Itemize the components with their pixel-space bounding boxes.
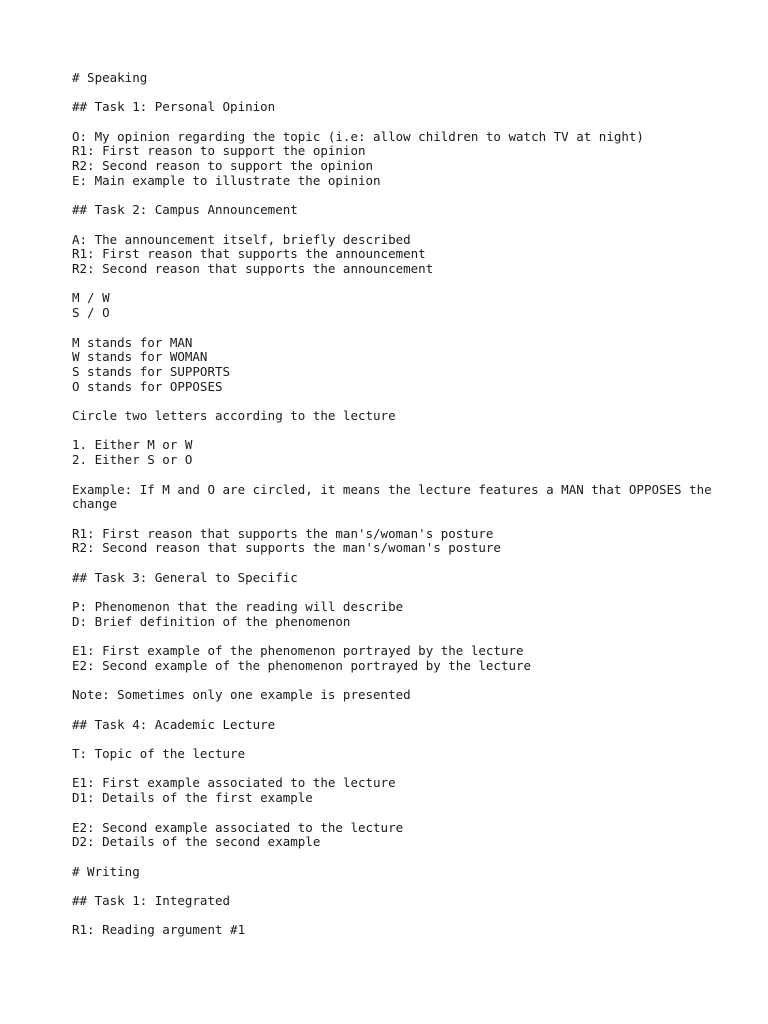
block [72,291,752,320]
block-gap [72,394,752,409]
text-line: O stands for OPPOSES [72,378,223,394]
block-gap [72,703,752,718]
text-line: M / W [72,290,110,306]
heading-task1-integrated: ## Task 1: Integrated [72,893,231,909]
block [72,865,752,880]
block-gap [72,468,752,483]
block-gap [72,424,752,439]
block [72,894,752,909]
block [72,776,752,805]
block-gap [72,86,752,101]
text-line: E1: First example associated to the lecture [72,775,396,791]
block-gap [72,585,752,600]
text-line: 1. Either M or W [72,437,193,453]
block [72,527,752,556]
block-gap [72,909,752,924]
block-gap [72,218,752,233]
block-gap [72,850,752,865]
text-line: D2: Details of the second example [72,834,321,850]
block [72,409,752,424]
block [72,100,752,115]
block [72,336,752,395]
text-line: E: Main example to illustrate the opinion [72,172,381,188]
text-line: R2: Second reason that supports the man's/woman's posture [72,540,501,556]
heading-task2-campus-announcement: ## Task 2: Campus Announcement [72,202,298,218]
block [72,688,752,703]
block-gap [72,512,752,527]
block [72,718,752,733]
text-line: E2: Second example associated to the lecture [72,819,404,835]
block [72,747,752,762]
text-line: D1: Details of the first example [72,790,313,806]
text-line: Example: If M and O are circled, it means the lecture features a MAN that OPPOSES the change [72,481,720,512]
text-line: T: Topic of the lecture [72,746,246,762]
heading-task4-academic-lecture: ## Task 4: Academic Lecture [72,716,276,732]
heading-writing: # Writing [72,863,140,879]
text-line: Circle two letters according to the lecture [72,408,396,424]
text-line: R2: Second reason that supports the announcement [72,261,434,277]
text-line: R1: Reading argument #1 [72,922,246,938]
text-line: E2: Second example of the phenomenon portrayed by the lecture [72,657,532,673]
text-line: E1: First example of the phenomenon portrayed by the lecture [72,643,524,659]
text-line: S stands for SUPPORTS [72,363,231,379]
block [72,71,752,86]
block-gap [72,189,752,204]
text-line: W stands for WOMAN [72,349,208,365]
block [72,438,752,467]
block-gap [72,321,752,336]
block-gap [72,762,752,777]
heading-task3-general-to-specific: ## Task 3: General to Specific [72,569,298,585]
text-line: R1: First reason to support the opinion [72,143,366,159]
block-gap [72,277,752,292]
block [72,821,752,850]
block [72,644,752,673]
text-line: R1: First reason that supports the announcement [72,246,426,262]
heading-speaking: # Speaking [72,70,148,85]
text-line: R2: Second reason to support the opinion [72,158,374,174]
block [72,130,752,189]
block-gap [72,806,752,821]
block [72,483,752,512]
block [72,923,752,938]
text-line: 2. Either S or O [72,452,193,468]
block-gap [72,732,752,747]
block-gap [72,630,752,645]
block [72,203,752,218]
block [72,600,752,629]
heading-task1-personal-opinion: ## Task 1: Personal Opinion [72,99,276,115]
text-line: R1: First reason that supports the man's/woman's posture [72,525,494,541]
text-line: M stands for MAN [72,334,193,350]
document-page [72,71,752,938]
block-gap [72,556,752,571]
block [72,571,752,586]
text-line: D: Brief definition of the phenomenon [72,613,351,629]
text-line: O: My opinion regarding the topic (i.e: allow children to watch TV at night) [72,128,644,144]
block-gap [72,674,752,689]
block [72,233,752,277]
block-gap [72,879,752,894]
text-line: P: Phenomenon that the reading will describe [72,599,404,615]
text-line: A: The announcement itself, briefly described [72,231,411,247]
text-line: Note: Sometimes only one example is presented [72,687,411,703]
text-line: S / O [72,305,110,321]
block-gap [72,115,752,130]
